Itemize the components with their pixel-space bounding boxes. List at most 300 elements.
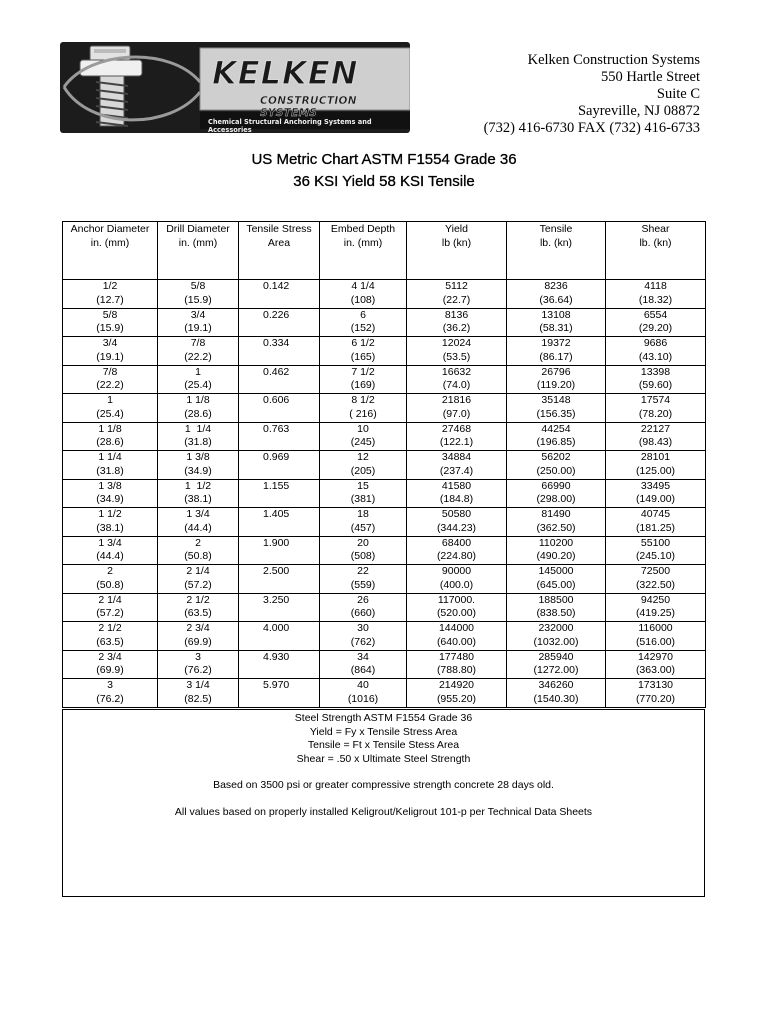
cell-metric-value: (645.00) [536, 578, 576, 591]
cell-value: 50580 [441, 508, 472, 520]
cell-metric-value: (50.8) [96, 578, 124, 591]
cell-value: 2 3/4 [186, 622, 210, 634]
cell-value: 142970 [637, 650, 674, 663]
cell-value: 188500 [538, 593, 574, 606]
table-cell [606, 365, 706, 394]
concrete-note: Based on 3500 psi or greater compressive strength concrete 28 days old. [213, 779, 554, 791]
cell-value: 2.500 [263, 565, 290, 577]
cell-value: 0.142 [263, 280, 290, 292]
table-cell [320, 308, 407, 337]
table-cell [158, 508, 239, 537]
table-cell [606, 565, 706, 594]
cell-metric-value [263, 550, 319, 564]
column-header-line: Shear [641, 223, 670, 235]
table-cell [63, 308, 158, 337]
column-header-line: Drill Diameter [166, 223, 230, 235]
cell-value: 30 [357, 622, 369, 634]
table-cell [158, 479, 239, 508]
cell-value: 0.462 [263, 365, 290, 378]
table-cell [606, 650, 706, 679]
table-cell [507, 622, 606, 651]
cell-value: 8136 [444, 308, 469, 321]
cell-value: 8 1/2 [351, 394, 375, 406]
cell-value: 44254 [541, 422, 571, 435]
column-header [158, 222, 239, 280]
anchor-data-table [62, 221, 706, 708]
table-cell [507, 394, 606, 423]
cell-value: 90000 [441, 565, 472, 577]
table-cell [606, 508, 706, 537]
table-cell [239, 508, 320, 537]
table-cell [63, 650, 158, 679]
street-address: 550 Hartle Street [600, 69, 700, 85]
cell-value: 1 1/4 [98, 451, 122, 463]
cell-metric-value: (838.50) [536, 607, 576, 619]
cell-metric-value: (50.8) [184, 550, 212, 562]
table-cell [63, 479, 158, 508]
cell-value: 232000 [538, 622, 574, 634]
cell-metric-value: (205) [350, 464, 376, 477]
column-header-line: Tensile [539, 223, 573, 235]
cell-metric-value: (19.1) [184, 322, 212, 334]
cell-metric-value: (29.20) [638, 322, 673, 334]
cell-metric-value: (156.35) [536, 407, 576, 420]
table-cell [158, 593, 239, 622]
cell-metric-value: (122.1) [439, 436, 474, 448]
table-cell [507, 308, 606, 337]
cell-value: 144000 [438, 622, 475, 634]
cell-metric-value: (36.64) [539, 293, 573, 306]
table-cell [507, 593, 606, 622]
cell-value: 1 1/8 [186, 394, 210, 406]
table-cell [507, 650, 606, 679]
cell-metric-value: (1272.00) [533, 664, 579, 676]
cell-value: 1 3/8 [98, 479, 122, 492]
column-header-line: in. (mm) [178, 236, 218, 249]
cell-value: 285940 [538, 650, 574, 663]
cell-metric-value: (44.4) [184, 521, 212, 534]
cell-value: 26 [357, 593, 369, 606]
cell-value: 1.405 [263, 508, 290, 520]
cell-metric-value: (762) [350, 635, 376, 648]
cell-metric-value: (18.32) [638, 293, 673, 306]
cell-metric-value [263, 379, 319, 393]
cell-metric-value [263, 607, 319, 621]
cell-metric-value: (76.2) [184, 664, 212, 676]
cell-metric-value: (298.00) [536, 493, 576, 505]
cell-value: 6 1/2 [351, 337, 375, 349]
cell-value: 0.606 [263, 394, 290, 406]
table-cell [239, 479, 320, 508]
cell-metric-value: (69.9) [184, 635, 212, 648]
cell-metric-value: (28.6) [184, 407, 212, 420]
table-row [63, 337, 706, 366]
cell-value: 15 [357, 479, 369, 492]
cell-metric-value: (15.9) [96, 322, 124, 334]
table-cell [606, 536, 706, 565]
note-line: Shear = .50 x Ultimate Steel Strength [296, 752, 471, 765]
table-cell [320, 422, 407, 451]
column-header-line: Area [267, 236, 291, 249]
cell-value: 3/4 [102, 337, 118, 349]
table-cell [606, 479, 706, 508]
table-cell [507, 365, 606, 394]
table-cell [320, 565, 407, 594]
cell-metric-value: (34.9) [184, 464, 212, 477]
company-logo [60, 42, 410, 133]
cell-value: 40745 [640, 508, 671, 520]
cell-metric-value: (31.8) [184, 436, 212, 448]
table-cell [320, 451, 407, 480]
table-row [63, 508, 706, 537]
company-address [484, 52, 700, 137]
cell-metric-value: (43.10) [638, 350, 673, 363]
logo-sub-text: CONSTRUCTION SYSTEMS [260, 95, 357, 119]
cell-metric-value: (516.00) [635, 635, 676, 648]
cell-metric-value: (38.1) [96, 521, 124, 534]
cell-value: 3 [195, 650, 201, 663]
cell-metric-value [263, 351, 319, 365]
cell-value: 20 [357, 536, 369, 549]
cell-value: 346260 [538, 679, 574, 691]
cell-value: 4 1/4 [351, 280, 375, 292]
table-cell [320, 593, 407, 622]
table-cell [320, 337, 407, 366]
cell-metric-value: (184.8) [439, 493, 474, 505]
table-cell [606, 679, 706, 708]
cell-metric-value: (15.9) [184, 293, 212, 306]
table-cell [606, 451, 706, 480]
table-cell [158, 536, 239, 565]
cell-value: 3 [107, 679, 113, 691]
column-header [507, 222, 606, 280]
cell-metric-value: (22.2) [96, 379, 124, 391]
cell-value: 19372 [541, 337, 571, 349]
cell-metric-value: (152) [350, 322, 376, 334]
cell-metric-value: (36.2) [442, 322, 471, 334]
suite: Suite C [656, 86, 700, 102]
cell-metric-value: (1032.00) [533, 635, 579, 648]
cell-value: 72500 [640, 565, 671, 577]
cell-value: 6 [360, 308, 366, 321]
cell-value: 94250 [640, 593, 671, 606]
cell-metric-value: (34.9) [96, 493, 124, 505]
cell-value: 4.930 [263, 650, 290, 663]
cell-metric-value: (508) [350, 550, 376, 562]
table-cell [239, 365, 320, 394]
table-cell [158, 650, 239, 679]
cell-value: 1 1/2 [98, 508, 122, 520]
cell-metric-value: (149.00) [635, 493, 676, 505]
cell-metric-value: (86.17) [539, 350, 573, 363]
table-cell [606, 622, 706, 651]
table-cell [158, 565, 239, 594]
cell-value: 214920 [438, 679, 475, 691]
table-cell [63, 422, 158, 451]
cell-metric-value: (788.80) [436, 664, 477, 676]
table-cell [407, 422, 507, 451]
cell-value: 3.250 [263, 593, 290, 606]
cell-metric-value: (224.80) [436, 550, 477, 562]
cell-metric-value: ( 216) [349, 407, 377, 420]
table-cell [158, 365, 239, 394]
cell-metric-value: (490.20) [536, 550, 576, 562]
cell-metric-value: (362.50) [536, 521, 576, 534]
cell-value: 1 3/4 [98, 536, 122, 549]
cell-value: 110200 [538, 536, 574, 549]
cell-value: 34884 [441, 451, 472, 463]
cell-value: 81490 [541, 508, 571, 520]
cell-metric-value: (770.20) [635, 692, 676, 705]
table-cell [507, 508, 606, 537]
cell-value: 0.763 [263, 422, 290, 435]
table-cell [239, 337, 320, 366]
table-cell [507, 422, 606, 451]
install-note: All values based on properly installed Keligrout/Keligrout 101-p per Technical Data Sheets [174, 805, 593, 818]
cell-value: 6554 [643, 308, 668, 321]
cell-metric-value: (57.2) [96, 607, 124, 619]
column-header-line: Yield [445, 223, 468, 235]
table-row [63, 422, 706, 451]
cell-metric-value: (58.31) [539, 322, 573, 334]
table-cell [407, 365, 507, 394]
cell-value: 1 3/8 [186, 451, 210, 463]
table-cell [606, 308, 706, 337]
cell-metric-value: (108) [350, 293, 376, 306]
cell-metric-value: (660) [350, 607, 376, 619]
cell-metric-value: (1540.30) [533, 692, 579, 705]
cell-value: 66990 [541, 479, 571, 492]
cell-value: 0.969 [263, 451, 290, 463]
table-cell [320, 394, 407, 423]
cell-value: 5/8 [102, 308, 118, 321]
table-cell [320, 280, 407, 309]
table-cell [239, 451, 320, 480]
cell-metric-value: (78.20) [638, 407, 673, 420]
table-cell [407, 536, 507, 565]
cell-value: 5112 [445, 280, 468, 292]
table-cell [407, 593, 507, 622]
cell-value: 21816 [441, 394, 472, 406]
cell-value: 145000 [538, 565, 574, 577]
cell-value: 116000 [638, 622, 673, 634]
cell-metric-value [263, 664, 319, 678]
cell-value: 4.000 [263, 622, 290, 634]
cell-value: 5/8 [190, 280, 206, 292]
cell-metric-value [263, 636, 319, 650]
notes-box [62, 709, 705, 897]
cell-metric-value: (25.4) [96, 407, 124, 420]
table-cell [63, 508, 158, 537]
cell-metric-value: (38.1) [184, 493, 212, 505]
cell-metric-value: (98.43) [638, 436, 673, 448]
cell-value: 1.900 [263, 536, 290, 549]
cell-value: 2 [195, 536, 201, 549]
table-cell [606, 394, 706, 423]
cell-value: 7/8 [102, 365, 118, 378]
note-line: Tensile = Ft x Tensile Stess Area [307, 739, 460, 751]
cell-value: 22 [357, 565, 369, 577]
cell-metric-value: (125.00) [635, 464, 676, 477]
table-cell [407, 337, 507, 366]
cell-value: 22127 [640, 422, 671, 435]
cell-value: 0.334 [263, 337, 290, 349]
table-cell [158, 280, 239, 309]
cell-value: 33495 [640, 479, 671, 492]
cell-metric-value: (181.25) [635, 521, 676, 534]
table-cell [606, 337, 706, 366]
cell-metric-value: (457) [350, 521, 376, 534]
cell-value: 13108 [541, 308, 571, 321]
table-cell [239, 394, 320, 423]
table-cell [63, 565, 158, 594]
table-cell [158, 679, 239, 708]
table-cell [407, 650, 507, 679]
cell-metric-value: (322.50) [635, 578, 676, 591]
cell-metric-value [263, 436, 319, 450]
table-cell [63, 280, 158, 309]
table-row [63, 308, 706, 337]
table-cell [239, 565, 320, 594]
table-cell [158, 622, 239, 651]
cell-value: 3/4 [190, 308, 206, 321]
cell-metric-value: (57.2) [184, 578, 212, 591]
table-cell [63, 337, 158, 366]
table-row [63, 565, 706, 594]
cell-value: 28101 [640, 451, 671, 463]
cell-value: 2 1/2 [98, 622, 122, 634]
table-row [63, 650, 706, 679]
table-cell [158, 451, 239, 480]
table-cell [407, 622, 507, 651]
cell-value: 3 1/4 [186, 679, 210, 691]
table-cell [407, 508, 507, 537]
table-row [63, 394, 706, 423]
table-cell [63, 679, 158, 708]
cell-metric-value [263, 322, 319, 336]
cell-value: 117000. [437, 593, 476, 606]
table-cell [407, 451, 507, 480]
cell-metric-value: (400.0) [439, 578, 474, 591]
table-cell [507, 565, 606, 594]
cell-value: 2 1/4 [186, 565, 210, 577]
cell-value: 10 [357, 422, 369, 435]
table-cell [63, 451, 158, 480]
cell-metric-value: (25.4) [184, 379, 212, 391]
cell-value: 1/2 [102, 280, 118, 292]
cell-value: 7 1/2 [351, 365, 375, 378]
cell-value: 55100 [640, 536, 671, 549]
table-row [63, 479, 706, 508]
table-cell [63, 622, 158, 651]
cell-value: 1 3/4 [186, 508, 210, 520]
cell-metric-value: (245.10) [635, 550, 676, 562]
cell-value: 2 3/4 [98, 650, 122, 663]
cell-value: 35148 [541, 394, 571, 406]
cell-metric-value: (381) [350, 493, 376, 505]
table-row [63, 365, 706, 394]
table-cell [63, 593, 158, 622]
column-header-line: Embed Depth [330, 223, 396, 235]
table-cell [320, 679, 407, 708]
cell-value: 56202 [541, 451, 571, 463]
table-cell [606, 593, 706, 622]
cell-metric-value: (864) [350, 664, 376, 676]
table-cell [239, 622, 320, 651]
cell-metric-value: (12.7) [96, 293, 124, 306]
cell-metric-value: (63.5) [184, 607, 212, 619]
table-cell [239, 422, 320, 451]
table-cell [158, 308, 239, 337]
table-cell [507, 337, 606, 366]
table-row [63, 451, 706, 480]
cell-value: 34 [357, 650, 369, 663]
cell-metric-value: (53.5) [442, 350, 471, 363]
cell-metric-value: (28.6) [96, 436, 124, 448]
cell-metric-value: (82.5) [184, 692, 212, 705]
table-cell [407, 280, 507, 309]
table-cell [606, 280, 706, 309]
cell-metric-value [263, 579, 319, 593]
cell-metric-value: (419.25) [635, 607, 676, 619]
table-cell [320, 508, 407, 537]
table-row [63, 280, 706, 309]
table-cell [63, 394, 158, 423]
page-subtitle: 36 KSI Yield 58 KSI Tensile [293, 173, 475, 190]
cell-value: 27468 [441, 422, 472, 435]
table-cell [239, 536, 320, 565]
cell-metric-value: (74.0) [442, 379, 471, 391]
cell-metric-value: (165) [350, 350, 376, 363]
column-header-line: lb. (kn) [639, 236, 672, 249]
cell-value: 7/8 [190, 337, 206, 349]
column-header [63, 222, 158, 280]
table-cell [158, 422, 239, 451]
cell-value: 26796 [541, 365, 571, 378]
cell-value: 5.970 [263, 679, 290, 691]
cell-metric-value: (63.5) [96, 635, 124, 648]
logo-tagline: Chemical Structural Anchoring Systems and Accessories [208, 118, 372, 133]
cell-metric-value: (640.00) [436, 635, 477, 648]
table-cell [158, 337, 239, 366]
cell-value: 1 [107, 394, 113, 406]
cell-value: 68400 [441, 536, 472, 549]
cell-value: 18 [357, 508, 369, 520]
cell-metric-value: (69.9) [96, 664, 124, 676]
cell-value: 41580 [441, 479, 472, 492]
cell-metric-value: (44.4) [96, 550, 124, 562]
column-header-line: Tensile Stress [246, 223, 312, 235]
table-cell [407, 479, 507, 508]
cell-metric-value: (31.8) [96, 464, 124, 477]
table-body [63, 280, 706, 708]
cell-metric-value [263, 522, 319, 536]
cell-metric-value: (559) [350, 578, 376, 591]
cell-metric-value: (344.23) [436, 521, 477, 534]
cell-metric-value: (1016) [347, 692, 379, 705]
phone-fax: (732) 416-6730 FAX (732) 416-6733 [483, 120, 700, 136]
cell-value: 17574 [640, 394, 671, 406]
cell-metric-value [263, 693, 319, 707]
logo-brand-text: KELKEN [212, 54, 359, 92]
cell-value: 173130 [637, 679, 674, 691]
company-name: Kelken Construction Systems [527, 52, 700, 68]
cell-value: 4118 [644, 280, 667, 292]
table-cell [320, 536, 407, 565]
cell-value: 8236 [544, 280, 568, 292]
column-header-line: in. (mm) [343, 236, 383, 249]
table-cell [407, 679, 507, 708]
